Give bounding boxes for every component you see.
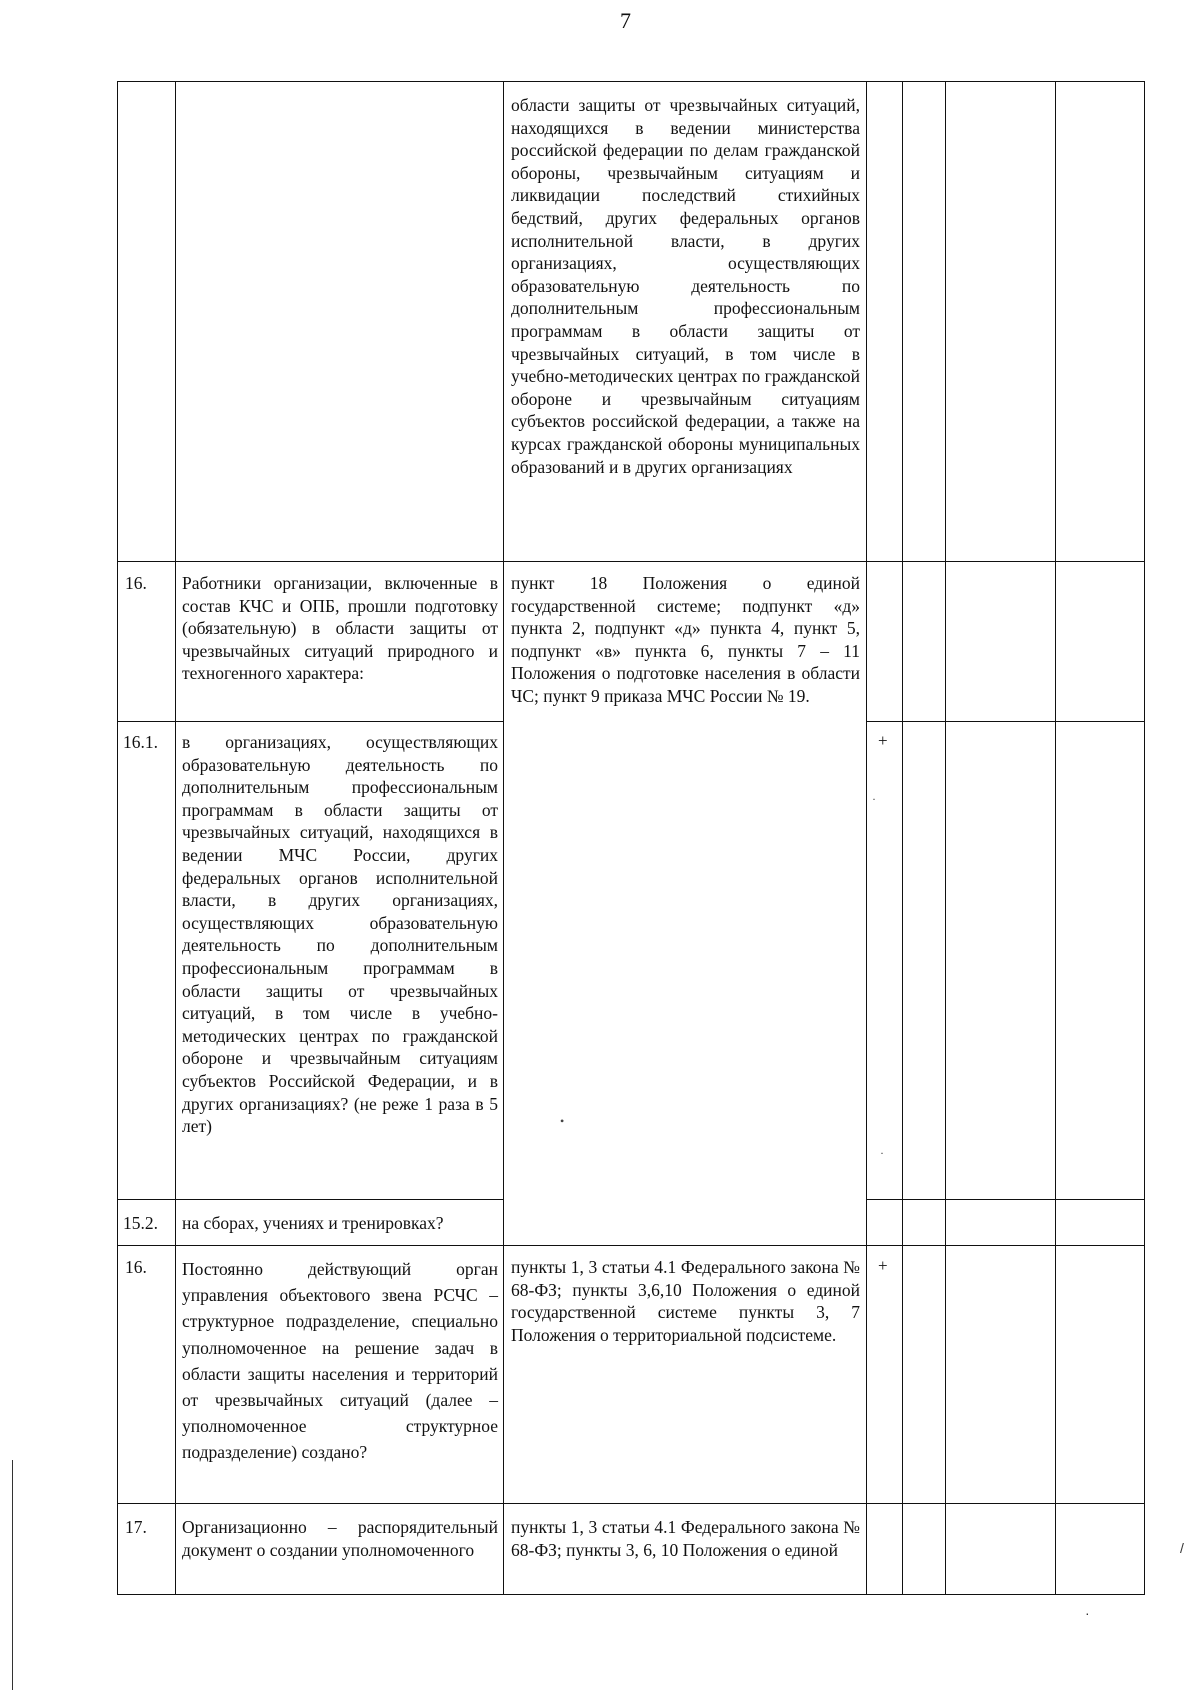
row-divider <box>117 1503 1145 1504</box>
page-number: 7 <box>620 8 631 33</box>
yes-mark: + <box>878 1256 888 1275</box>
row-number: 15.2. <box>123 1213 158 1233</box>
margin-line <box>12 1460 13 1690</box>
col-divider <box>503 81 504 1595</box>
col-divider <box>866 81 867 1595</box>
question-text: Работники организации, включенные в состав КЧС и ОПБ, прошли подготовку (обязательную) в области защиты от чрезвычайных ситуаций природного и техногенного характера: <box>182 573 498 684</box>
yes-mark: + <box>878 731 888 750</box>
stray-mark: / <box>1180 1540 1184 1556</box>
reference-text: пункты 1, 3 статьи 4.1 Федерального закона № 68-ФЗ; пункты 3, 6, 10 Положения о единой <box>511 1517 860 1560</box>
stray-mark: · <box>1085 1605 1090 1621</box>
row-divider <box>866 721 1145 722</box>
question-text: на сборах, учениях и тренировках? <box>182 1213 444 1233</box>
table-border-bottom <box>117 1594 1145 1595</box>
stray-mark: · <box>880 1146 884 1160</box>
question-text: Постоянно действующий орган управления объектового звена РСЧС – структурное подразделение, специально уполномоченное на решение задач в области защиты населения и территорий от чрезвычайных ситуаций (далее – уполномоченное структурное подразделение) создано? <box>182 1259 498 1463</box>
question-text: в организациях, осуществляющих образовательную деятельность по дополнительным профессиональным программам в области защиты от чрезвычайных ситуаций, находящихся в ведении МЧС России, других федеральных органов исполнительной власти, в других организациях, осуществляющих образовательную деятельность по дополнительным профессиональным программам в области защиты от чрезвычайных ситуаций, в том числе в учебно-методических центрах по гражданской обороне и чрезвычайным ситуациям субъектов Российской Федерации, и в других организациях? (не реже 1 раза в 5 лет) <box>182 732 498 1137</box>
stray-mark: • <box>560 1114 565 1128</box>
row-number: 17. <box>125 1517 147 1537</box>
reference-text: пункты 1, 3 статьи 4.1 Федерального закона № 68-ФЗ; пункты 3,6,10 Положения о единой государственной системе пункты 3, 7 Положения о территориальной подсистеме. <box>511 1257 860 1345</box>
stray-mark: · <box>872 792 876 806</box>
col-divider <box>1055 81 1056 1595</box>
row-number: 16. <box>125 1257 147 1277</box>
table-border-top <box>117 81 1145 82</box>
col-divider <box>175 81 176 1595</box>
row-divider <box>117 561 1145 562</box>
col-divider <box>945 81 946 1595</box>
reference-text: области защиты от чрезвычайных ситуаций, находящихся в ведении министерства российской федерации по делам гражданской обороны, чрезвычайным ситуациям и ликвидации последствий стихийных бедствий, других федеральных органов исполнительной власти, в других организациях, осуществляющих образовательную деятельность по дополнительным профессиональным программам в области защиты от чрезвычайных ситуаций, в том числе в учебно-методических центрах по гражданской обороне и чрезвычайным ситуациям субъектов российской федерации, а также на курсах гражданской обороны муниципальных образований и в других организациях <box>511 95 860 477</box>
col-divider <box>902 81 903 1595</box>
row-number: 16.1. <box>123 732 158 752</box>
row-divider <box>117 721 503 722</box>
reference-text: пункт 18 Положения о единой государственной системе; подпункт «д» пункта 2, подпункт «д» пункта 4, пункт 5, подпункт «в» пункта 6, пункты 7 – 11 Положения о подготовке населения в области ЧС; пункт 9 приказа МЧС России № 19. <box>511 573 860 706</box>
row-divider <box>866 1199 1145 1200</box>
table-border-right <box>1144 81 1145 1595</box>
row-divider <box>117 1245 1145 1246</box>
row-number: 16. <box>125 573 147 593</box>
question-text: Организационно – распорядительный документ о создании уполномоченного <box>182 1517 498 1560</box>
table-border-left <box>117 81 118 1595</box>
row-divider <box>117 1199 503 1200</box>
